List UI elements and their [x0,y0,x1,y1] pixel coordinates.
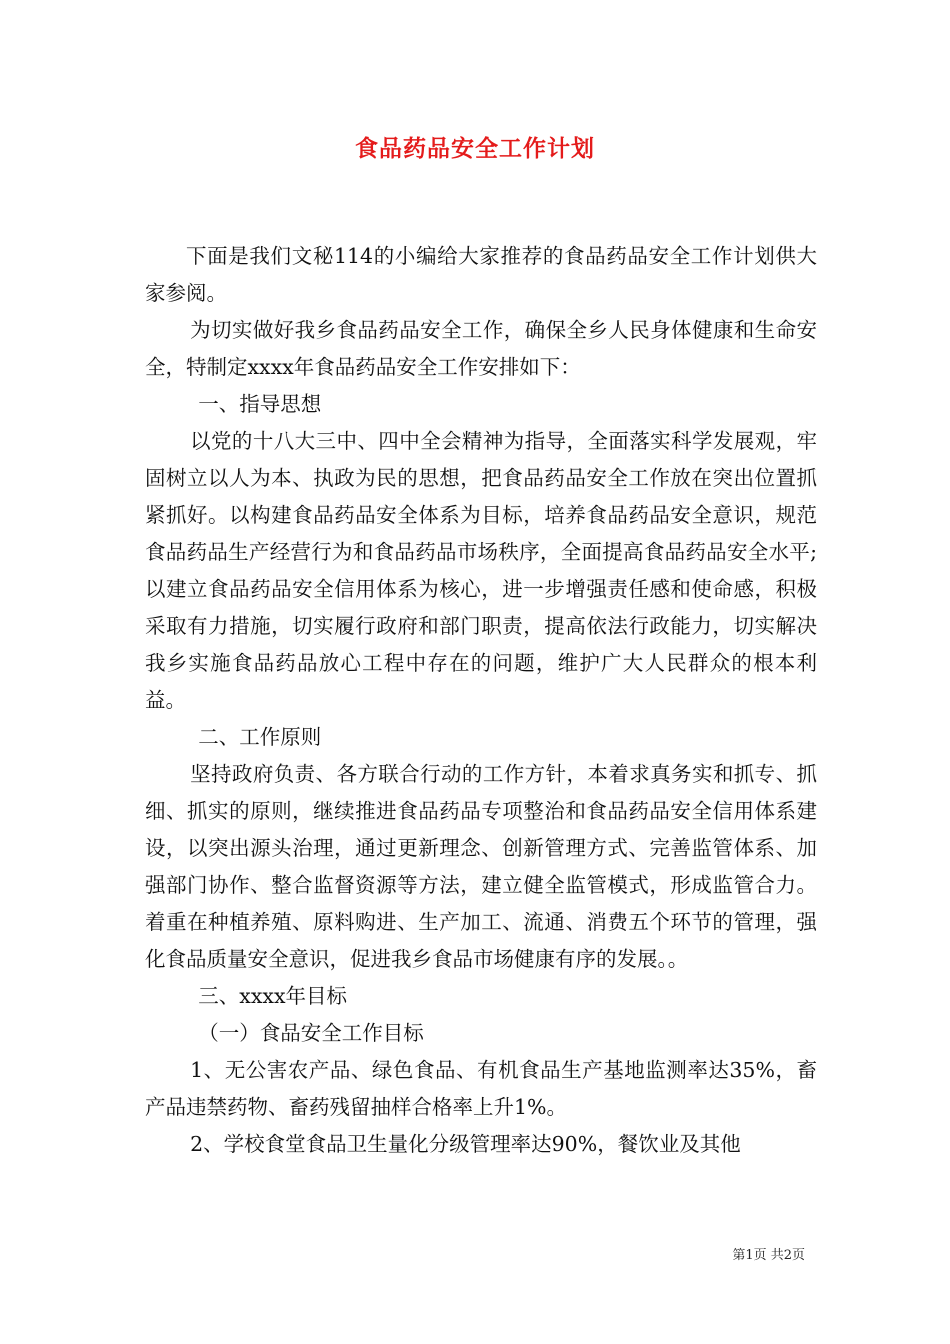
section2-heading: 二、工作原则 [198,725,322,749]
subsection1-heading: （一）食品安全工作目标 [198,1021,424,1045]
intro-paragraph: 下面是我们文秘114的小编给大家推荐的食品药品安全工作计划供大家参阅。 [145,244,817,305]
item2-paragraph: 2、学校食堂食品卫生量化分级管理率达90%，餐饮业及其他 [190,1132,741,1156]
document-title: 食品药品安全工作计划 [355,135,595,162]
section1-heading: 一、指导思想 [198,392,322,416]
item1-paragraph: 1、无公害农产品、绿色食品、有机食品生产基地监测率达35%，畜产品违禁药物、畜药残留抽样合格率上升1%。 [145,1058,817,1119]
page-number: 第1页 共2页 [732,1248,805,1263]
purpose-paragraph: 为切实做好我乡食品药品安全工作，确保全乡人民身体健康和生命安全，特制定xxxx年食品药品安全工作安排如下： [145,318,817,379]
section3-heading: 三、xxxx年目标 [198,984,348,1008]
document-body [145,238,817,1163]
section2-paragraph: 坚持政府负责、各方联合行动的工作方针，本着求真务实和抓专、抓细、抓实的原则，继续推进食品药品专项整治和食品药品安全信用体系建设，以突出源头治理，通过更新理念、创新管理方式、完善监管体系、加强部门协作、整合监督资源等方法，建立健全监管模式，形成监管合力。着重在种植养殖、原料购进、生产加工、流通、消费五个环节的管理，强化食品质量安全意识，促进我乡食品市场健康有序的发展。。 [145,762,817,971]
section1-paragraph: 以党的十八大三中、四中全会精神为指导，全面落实科学发展观，牢固树立以人为本、执政为民的思想，把食品药品安全工作放在突出位置抓紧抓好。以构建食品药品安全体系为目标，培养食品药品安全意识，规范食品药品生产经营行为和食品药品市场秩序，全面提高食品药品安全水平;以建立食品药品安全信用体系为核心，进一步增强责任感和使命感，积极采取有力措施，切实履行政府和部门职责，提高依法行政能力，切实解决我乡实施食品药品放心工程中存在的问题，维护广大人民群众的根本利益。 [145,429,817,712]
